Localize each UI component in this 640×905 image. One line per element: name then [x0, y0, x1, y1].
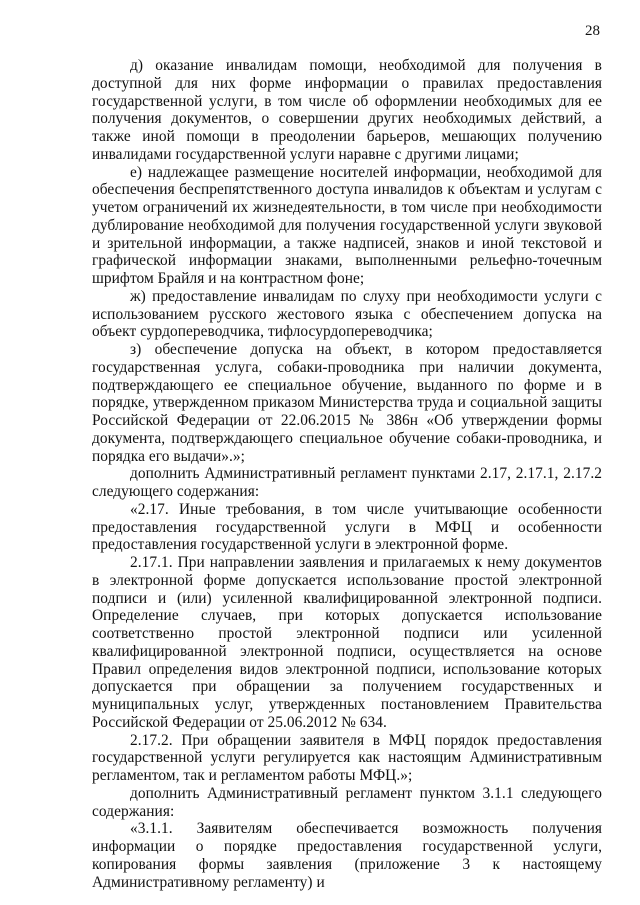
paragraph-zh: ж) предоставление инвалидам по слуху при необходимости услуги с использованием русского жестового языка с обеспечением допуска на объект сурдопереводчика, тифлосурдопереводчика;	[92, 287, 602, 341]
clause-2-17-2: 2.17.2. При обращении заявителя в МФЦ порядок предоставления государственной услуги регулируется как настоящим Административным регламентом, так и регламентом работы МФЦ.»;	[92, 731, 602, 784]
amendment-2-17-intro: дополнить Административный регламент пунктами 2.17, 2.17.1, 2.17.2 следующего содержания:	[92, 465, 602, 500]
amendment-3-1-1-intro: дополнить Административный регламент пунктом 3.1.1 следующего содержания:	[92, 784, 602, 820]
paragraph-z: з) обеспечение допуска на объект, в котором предоставляется государственная услуга, собаки-проводника при наличии документа, подтверждающего ее специальное обучение, выданного по форме и в порядке, утвержденном приказом Министерства труда и социальной защиты Российской Федерации от 22.06.2015 № 386н «Об утверждении формы документа, подтверждающего специальное обучение собаки-проводника, и порядка его выдачи».»;	[92, 341, 602, 465]
page-number: 28	[585, 23, 600, 39]
document-body	[92, 57, 602, 891]
clause-2-17-1: 2.17.1. При направлении заявления и прилагаемых к нему документов в электронной форме допускается использование простой электронной подписи и (или) усиленной квалифицированной электронной подписи. Определение случаев, при которых допускается использование соответственно простой электронной подписи или усиленной квалифицированной электронной подписи, осуществляется на основе Правил определения видов электронной подписи, использование которых допускается при обращении за получением государственных и муниципальных услуг, утвержденных постановлением Правительства Российской Федерации от 25.06.2012 № 634.	[92, 554, 602, 731]
clause-3-1-1: «3.1.1. Заявителям обеспечивается возможность получения информации о порядке предоставления государственной услуги, копирования формы заявления (приложение 3 к настоящему Административному регламенту) и	[92, 820, 602, 891]
clause-2-17: «2.17. Иные требования, в том числе учитывающие особенности предоставления государственной услуги в МФЦ и особенности предоставления государственной услуги в электронной форме.	[92, 500, 602, 554]
paragraph-d: д) оказание инвалидам помощи, необходимой для получения в доступной для них форме информации о правилах предоставления государственной услуги, в том числе об оформлении необходимых для ее получения документов, о совершении других необходимых действий, а также иной помощи в преодолении барьеров, мешающих получению инвалидами государственной услуги наравне с другими лицами;	[92, 57, 602, 163]
paragraph-e: е) надлежащее размещение носителей информации, необходимой для обеспечения беспрепятственного доступа инвалидов к объектам и услугам с учетом ограничений их жизнедеятельности, в том числе при необходимости дублирование необходимой для получения государственной услуги звуковой и зрительной информации, а также надписей, знаков и иной текстовой и графической информации знаками, выполненными рельефно-точечным шрифтом Брайля и на контрастном фоне;	[92, 163, 602, 287]
